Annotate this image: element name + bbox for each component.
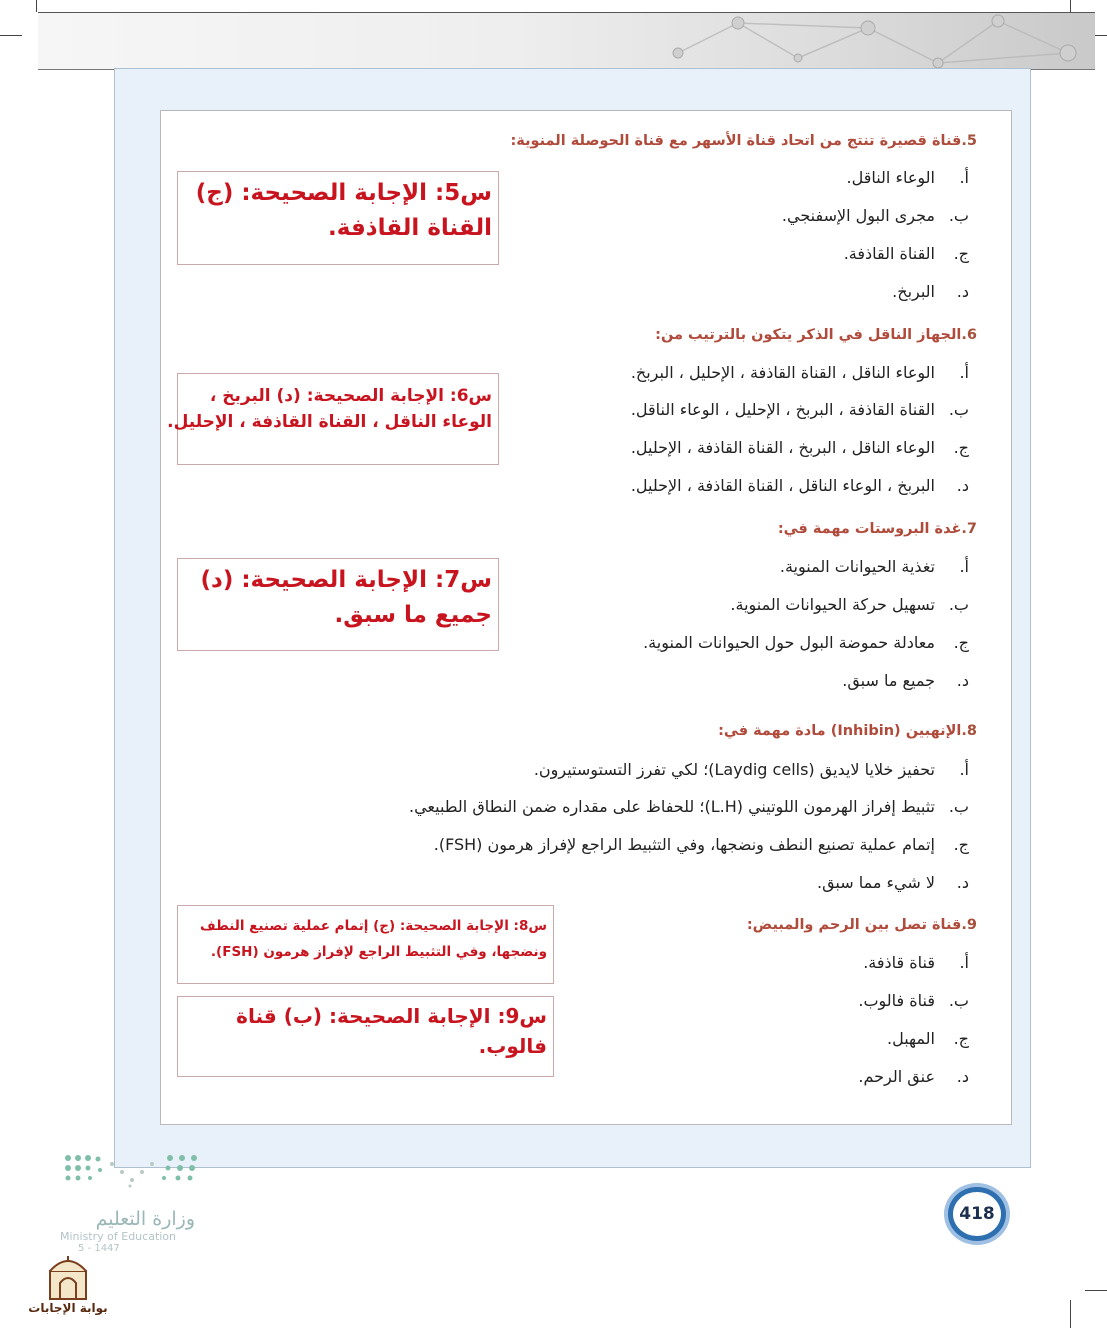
option-text: تحفيز خلايا لايديق (Laydig cells)؛ لكي تفرز التستوستيرون. (533, 760, 935, 779)
option (844, 244, 969, 263)
option-letter: ب. (948, 797, 969, 816)
option (409, 797, 969, 816)
option (631, 363, 969, 382)
question-text: الجهاز الناقل في الذكر يتكون بالترتيب من: (655, 327, 962, 343)
answer-box-9 (177, 996, 554, 1077)
option-letter: ب. (948, 400, 969, 419)
option-text: عنق الرحم. (858, 1067, 935, 1086)
option-text: البربخ ، الوعاء الناقل ، القناة القاذفة ، الإحليل. (630, 476, 935, 495)
answer-line: ونضجها، وفي التثبيط الراجع لإفراز هرمون (FSH). (210, 943, 547, 960)
question-number: 6. (961, 327, 977, 343)
question-text: قناة قصيرة تنتج من اتحاد قناة الأسهر مع قناة الحوصلة المنوية: (510, 133, 962, 149)
ministry-english-name: Ministry of Education (60, 1230, 177, 1243)
option (842, 671, 969, 690)
option (730, 595, 969, 614)
option-text: قناة قاذفة. (863, 953, 935, 972)
option-letter: أ. (959, 557, 969, 576)
ministry-logo (60, 1150, 220, 1254)
option (817, 873, 969, 892)
option-letter: ج. (953, 835, 969, 854)
molecule-decoration (38, 13, 1095, 69)
option-text: المهبل. (887, 1029, 935, 1048)
answer-box-7 (177, 558, 499, 651)
watermark-text: بوابة الإجابات (28, 1301, 108, 1315)
option-text: قناة فالوب. (858, 991, 935, 1010)
option-letter: ج. (953, 1029, 969, 1048)
option-letter: ب. (948, 206, 969, 225)
option-letter: أ. (959, 953, 969, 972)
header-band (38, 12, 1095, 70)
question-number: 9. (961, 917, 977, 933)
option (892, 282, 969, 301)
option-letter: د. (956, 282, 969, 301)
question-text: قناة تصل بين الرحم والمبيض: (746, 917, 962, 933)
option-text: الوعاء الناقل. (846, 168, 935, 187)
option-text: القناة القاذفة. (843, 244, 935, 263)
option (780, 557, 969, 576)
answer-line: فالوب. (478, 1034, 547, 1058)
crop-mark (0, 35, 22, 36)
option (782, 206, 969, 225)
ministry-dots-icon (60, 1150, 200, 1190)
question-text: غدة البروستات مهمة في: (777, 521, 962, 537)
question-number: 8. (961, 723, 977, 739)
question-7 (778, 521, 977, 537)
question-5 (511, 133, 978, 149)
crop-mark (1085, 1290, 1107, 1291)
option-text: الوعاء الناقل ، القناة القاذفة ، الإحليل ، البربخ. (630, 363, 935, 382)
question-6 (655, 327, 977, 343)
answer-line: س5: الإجابة الصحيحة: (ج) (195, 180, 492, 206)
crop-mark (36, 0, 37, 12)
option (847, 168, 970, 187)
option-text: لا شيء مما سبق. (816, 873, 935, 892)
answer-line: س9: الإجابة الصحيحة: (ب) قناة (236, 1004, 547, 1028)
option-text: تسهيل حركة الحيوانات المنوية. (730, 595, 935, 614)
option (858, 1067, 969, 1086)
option-text: معادلة حموضة البول حول الحيوانات المنوية. (643, 633, 935, 652)
page-number: 418 (948, 1187, 1006, 1241)
option-letter: د. (956, 476, 969, 495)
answer-line: جميع ما سبق. (334, 601, 492, 628)
answer-line: س8: الإجابة الصحيحة: (ج) إتمام عملية تصنيع النطف (200, 918, 547, 934)
option-letter: أ. (959, 363, 969, 382)
answer-box-6 (167, 373, 499, 465)
option-text: مجرى البول الإسفنجي. (781, 206, 935, 225)
option (631, 400, 969, 419)
answer-line: س6: الإجابة الصحيحة: (د) البربخ ، (209, 386, 492, 406)
option (534, 760, 969, 779)
option-letter: ج. (953, 633, 969, 652)
option (887, 1029, 969, 1048)
option (631, 438, 969, 457)
option-text: الوعاء الناقل ، البربخ ، القناة القاذفة ، الإحليل. (630, 438, 935, 457)
option (643, 633, 969, 652)
answer-line: الوعاء الناقل ، القناة القاذفة ، الإحليل. (167, 411, 492, 432)
building-icon (46, 1255, 90, 1301)
question-number: 7. (961, 521, 977, 537)
option-text: القناة القاذفة ، البربخ ، الإحليل ، الوعاء الناقل. (630, 400, 935, 419)
ministry-arabic-name: وزارة التعليم (95, 1208, 195, 1230)
option (863, 953, 969, 972)
answer-box-5 (177, 171, 499, 265)
question-8 (718, 723, 977, 739)
answer-line: القناة القاذفة. (328, 214, 492, 241)
watermark-logo (28, 1255, 108, 1315)
question-number: 5. (961, 133, 977, 149)
option-letter: ب. (948, 595, 969, 614)
option-letter: أ. (959, 168, 969, 187)
option-text: تغذية الحيوانات المنوية. (779, 557, 935, 576)
option-text: إتمام عملية تصنيع النطف ونضجها، وفي التثبيط الراجع لإفراز هرمون (FSH). (433, 835, 935, 854)
option-text: جميع ما سبق. (842, 671, 935, 690)
option-letter: د. (956, 1067, 969, 1086)
option (434, 835, 969, 854)
question-text: الإنهبين (Inhibin) مادة مهمة في: (718, 723, 962, 739)
option-letter: أ. (959, 760, 969, 779)
option-letter: د. (956, 873, 969, 892)
option (631, 476, 969, 495)
ministry-year: 5 - 1447 (78, 1243, 120, 1254)
option-text: البربخ. (892, 282, 935, 301)
option-letter: ج. (953, 438, 969, 457)
question-9 (747, 917, 977, 933)
crop-mark (1070, 1300, 1071, 1328)
answer-line: س7: الإجابة الصحيحة: (د) (200, 567, 492, 593)
answer-box-8 (177, 905, 554, 984)
option-letter: ب. (948, 991, 969, 1010)
option-letter: ج. (953, 244, 969, 263)
option-letter: د. (956, 671, 969, 690)
crop-mark (1070, 0, 1071, 12)
option (858, 991, 969, 1010)
option-text: تثبيط إفراز الهرمون اللوتيني (L.H)؛ للحفاظ على مقداره ضمن النطاق الطبيعي. (408, 797, 935, 816)
